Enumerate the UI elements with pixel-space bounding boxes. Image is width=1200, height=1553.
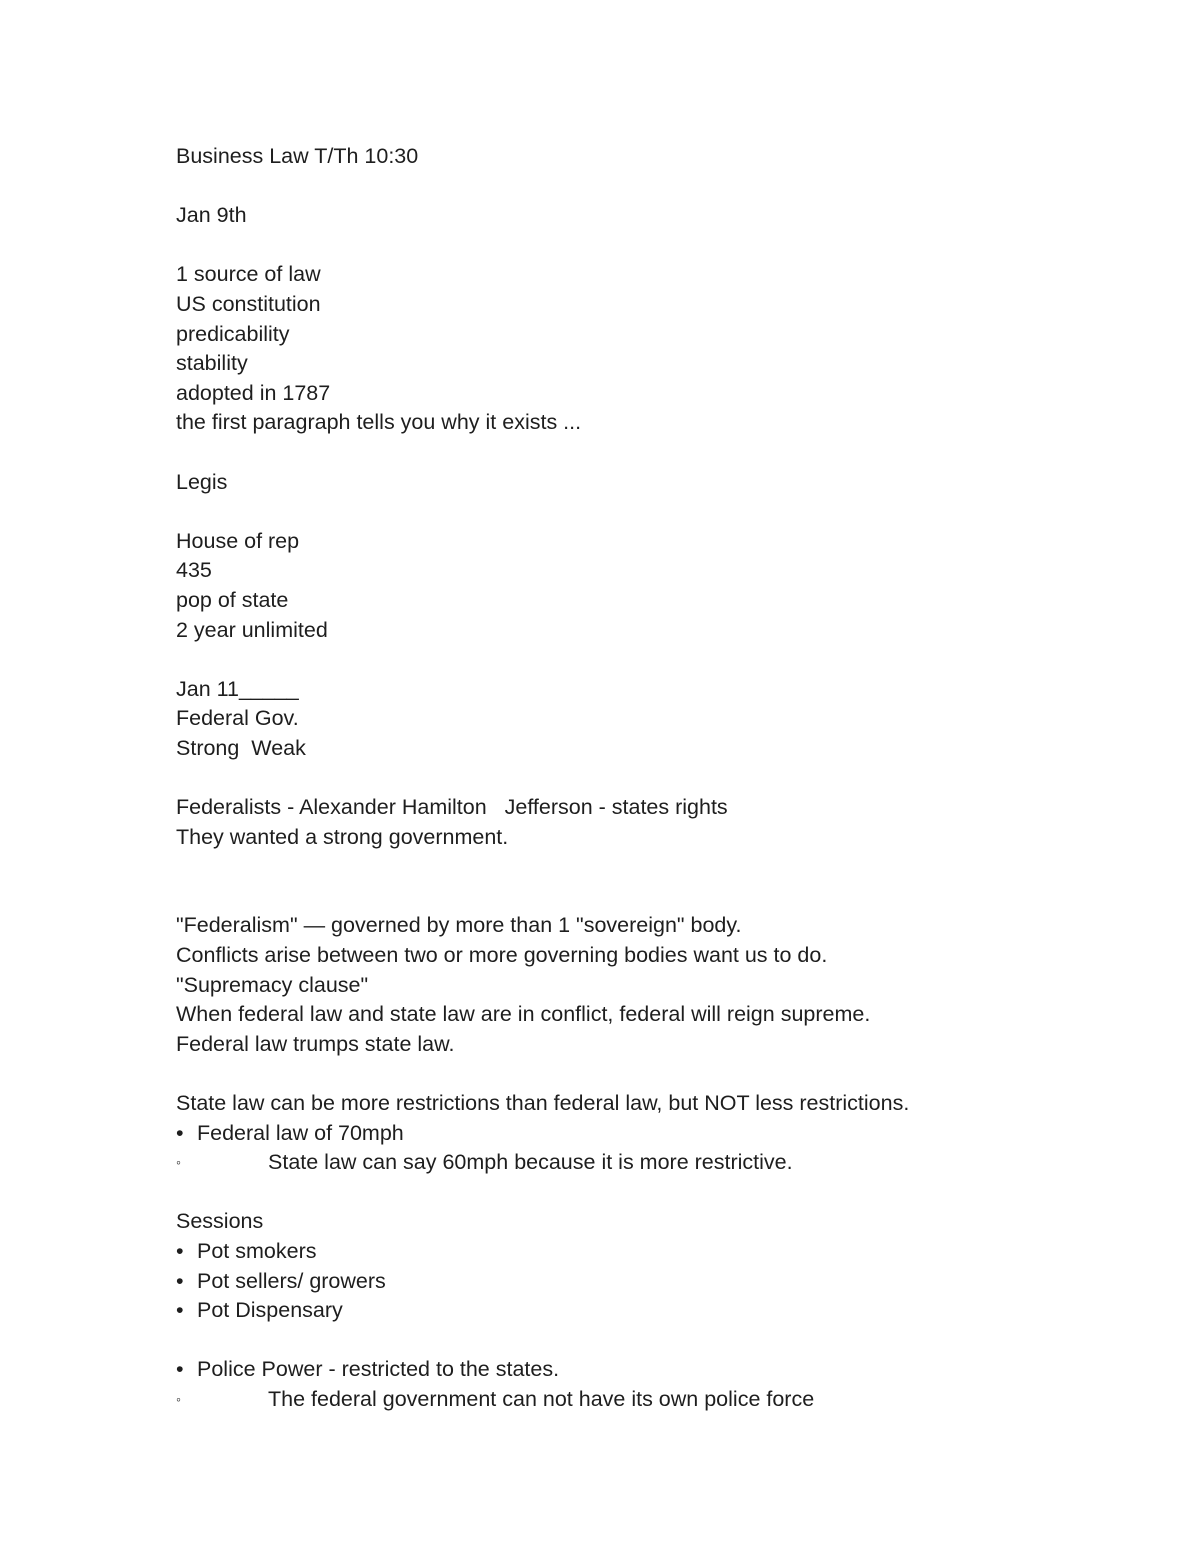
hollow-bullet-icon: ◦ bbox=[176, 1390, 181, 1407]
bullet-item bbox=[176, 1296, 1136, 1326]
bullet-text: Police Power - restricted to the states. bbox=[197, 1357, 560, 1382]
note-line: Conflicts arise between two or more governing bodies want us to do. bbox=[176, 943, 828, 968]
note-line: Federal Gov. bbox=[176, 706, 299, 731]
bullet-icon: • bbox=[176, 1238, 184, 1263]
note-line: When federal law and state law are in conflict, federal will reign supreme. bbox=[176, 1002, 871, 1027]
bullet-text: Pot sellers/ growers bbox=[197, 1268, 386, 1293]
note-line: House of rep bbox=[176, 528, 300, 553]
blank-line bbox=[176, 497, 1136, 527]
blank-line bbox=[176, 231, 1136, 261]
note-line: US constitution bbox=[176, 291, 321, 316]
note-line: 2 year unlimited bbox=[176, 617, 328, 642]
sub-bullet-text: State law can say 60mph because it is more restrictive. bbox=[268, 1150, 793, 1175]
date-heading-jan11: Jan 11_____ bbox=[176, 676, 299, 701]
blank-line bbox=[176, 882, 1136, 912]
bullet-icon: • bbox=[176, 1298, 184, 1323]
date-heading-jan9: Jan 9th bbox=[176, 203, 247, 228]
section-heading-sessions: Sessions bbox=[176, 1209, 264, 1234]
bullet-text: Federal law of 70mph bbox=[197, 1120, 404, 1145]
blank-line bbox=[176, 1326, 1136, 1356]
blank-line bbox=[176, 438, 1136, 468]
note-line: predicability bbox=[176, 321, 290, 346]
notes-title: Business Law T/Th 10:30 bbox=[176, 144, 419, 168]
note-line: 435 bbox=[176, 558, 212, 583]
note-line: Federal law trumps state law. bbox=[176, 1031, 455, 1056]
sub-bullet-text: The federal government can not have its own police force bbox=[268, 1386, 815, 1411]
bullet-item bbox=[176, 1267, 1136, 1297]
note-line: Federalists - Alexander Hamilton Jefferson - states rights bbox=[176, 795, 728, 820]
section-heading-legis: Legis bbox=[176, 469, 228, 494]
note-line: "Federalism" — governed by more than 1 "sovereign" body. bbox=[176, 913, 742, 938]
blank-line bbox=[176, 852, 1136, 882]
note-line: pop of state bbox=[176, 587, 289, 612]
note-line: They wanted a strong government. bbox=[176, 824, 509, 849]
bullet-item bbox=[176, 1237, 1136, 1267]
notes-page bbox=[176, 142, 1136, 1415]
bullet-icon: • bbox=[176, 1357, 184, 1382]
blank-line bbox=[176, 172, 1136, 202]
bullet-icon: • bbox=[176, 1120, 184, 1145]
note-line: State law can be more restrictions than federal law, but NOT less restrictions. bbox=[176, 1091, 910, 1115]
sub-bullet-item bbox=[176, 1385, 1136, 1415]
blank-line bbox=[176, 763, 1136, 793]
blank-line bbox=[176, 645, 1136, 675]
note-line: 1 source of law bbox=[176, 262, 321, 287]
note-line: stability bbox=[176, 351, 248, 376]
sub-bullet-item bbox=[176, 1148, 1136, 1178]
blank-line bbox=[176, 1059, 1136, 1089]
bullet-item bbox=[176, 1355, 1136, 1385]
hollow-bullet-icon: ◦ bbox=[176, 1154, 181, 1171]
note-line: Strong Weak bbox=[176, 735, 306, 760]
bullet-icon: • bbox=[176, 1268, 184, 1293]
blank-line bbox=[176, 1178, 1136, 1208]
note-line: adopted in 1787 bbox=[176, 380, 331, 405]
note-line: the first paragraph tells you why it exists ... bbox=[176, 410, 582, 435]
note-line: "Supremacy clause" bbox=[176, 972, 369, 997]
bullet-item bbox=[176, 1119, 1136, 1149]
bullet-text: Pot smokers bbox=[197, 1238, 317, 1263]
bullet-text: Pot Dispensary bbox=[197, 1298, 343, 1323]
